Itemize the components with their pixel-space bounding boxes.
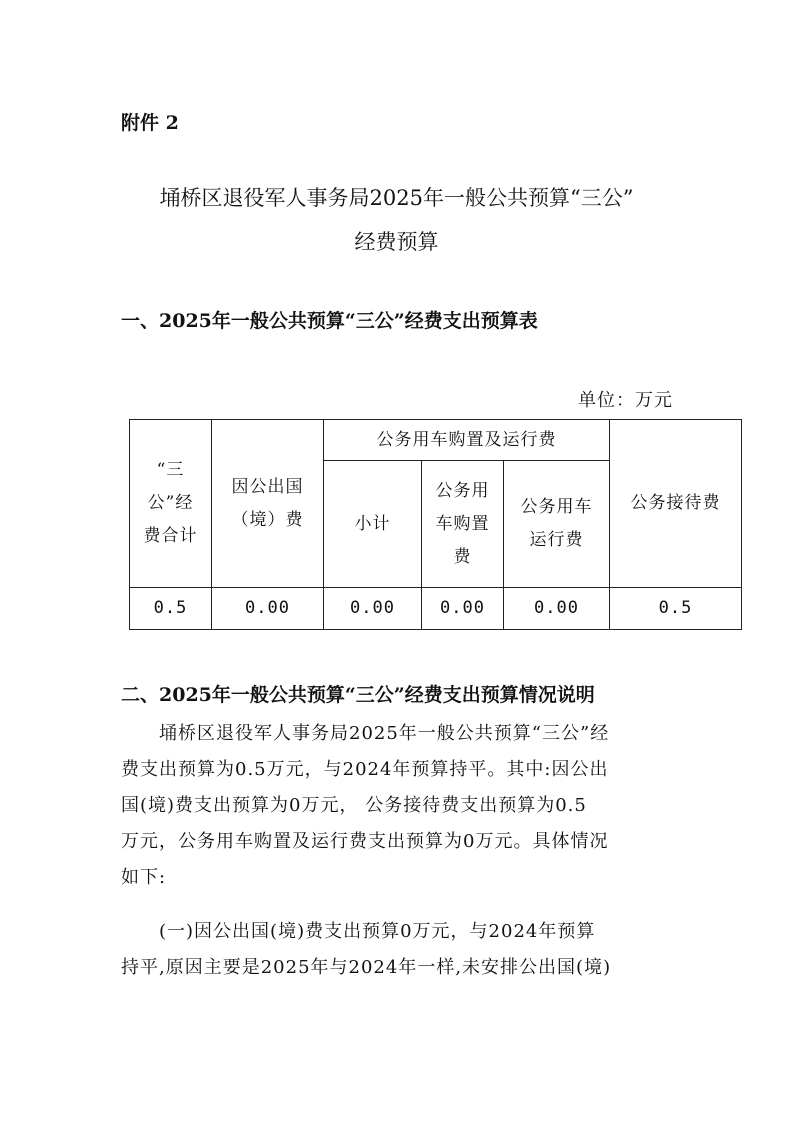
header-vehicle-operation-line: 公务用车 (520, 497, 593, 517)
section2-heading: 二、2025年一般公共预算“三公”经费支出预算情况说明 (121, 684, 595, 706)
header-vehicle-group: 公务用车购置及运行费 (324, 420, 610, 461)
header-total-line: 公”经 (147, 493, 194, 513)
header-abroad-cell (212, 420, 324, 588)
header-vehicle-operation-line: 运行费 (529, 530, 584, 550)
paragraph-line: 费支出预算为0.5万元，与2024年预算持平。其中:因公出 (121, 759, 609, 780)
header-total-line: 费合计 (143, 526, 198, 546)
section1-heading: 一、2025年一般公共预算“三公”经费支出预算表 (121, 310, 538, 332)
value-vehicle-purchase: 0.00 (422, 588, 504, 630)
header-vehicle-purchase-line: 公务用 (435, 480, 490, 501)
value-reception: 0.5 (610, 588, 742, 630)
table-row (130, 588, 742, 630)
header-abroad-line: 因公出国 (231, 476, 304, 497)
attachment-label: 附件 2 (121, 112, 179, 134)
header-vehicle-operation-cell (504, 461, 610, 588)
paragraph-line: 国(境)费支出预算为0万元， 公务接待费支出预算为0.5 (121, 795, 587, 816)
header-total-line: “三 (156, 460, 185, 480)
paragraph-2 (121, 914, 673, 986)
value-subtotal: 0.00 (324, 588, 422, 630)
header-abroad-line: （境）费 (231, 509, 304, 530)
value-vehicle-operation: 0.00 (504, 588, 610, 630)
header-vehicle-purchase-line: 车购置 (435, 513, 490, 534)
header-subtotal: 小计 (324, 461, 422, 588)
paragraph-line: 万元，公务用车购置及运行费支出预算为0万元。具体情况 (121, 831, 609, 852)
unit-label: 单位：万元 (578, 390, 673, 411)
header-vehicle-purchase-line: 费 (453, 546, 472, 567)
paragraph-line: 埇桥区退役军人事务局2025年一般公共预算“三公”经 (159, 723, 610, 744)
paragraph-line: (一)因公出国(境)费支出预算0万元，与2024年预算 (159, 921, 596, 942)
document-title-line2: 经费预算 (354, 230, 439, 254)
paragraph-1 (121, 716, 673, 896)
header-reception: 公务接待费 (610, 420, 742, 588)
value-total: 0.5 (130, 588, 212, 630)
value-abroad: 0.00 (212, 588, 324, 630)
budget-table (129, 419, 742, 630)
paragraph-line: 如下: (121, 867, 167, 888)
header-total-cell (130, 420, 212, 588)
paragraph-line: 持平,原因主要是2025年与2024年一样,未安排公出国(境) (121, 957, 612, 978)
header-vehicle-purchase-cell (422, 461, 504, 588)
document-title-line1: 埇桥区退役军人事务局2025年一般公共预算“三公” (159, 186, 634, 210)
